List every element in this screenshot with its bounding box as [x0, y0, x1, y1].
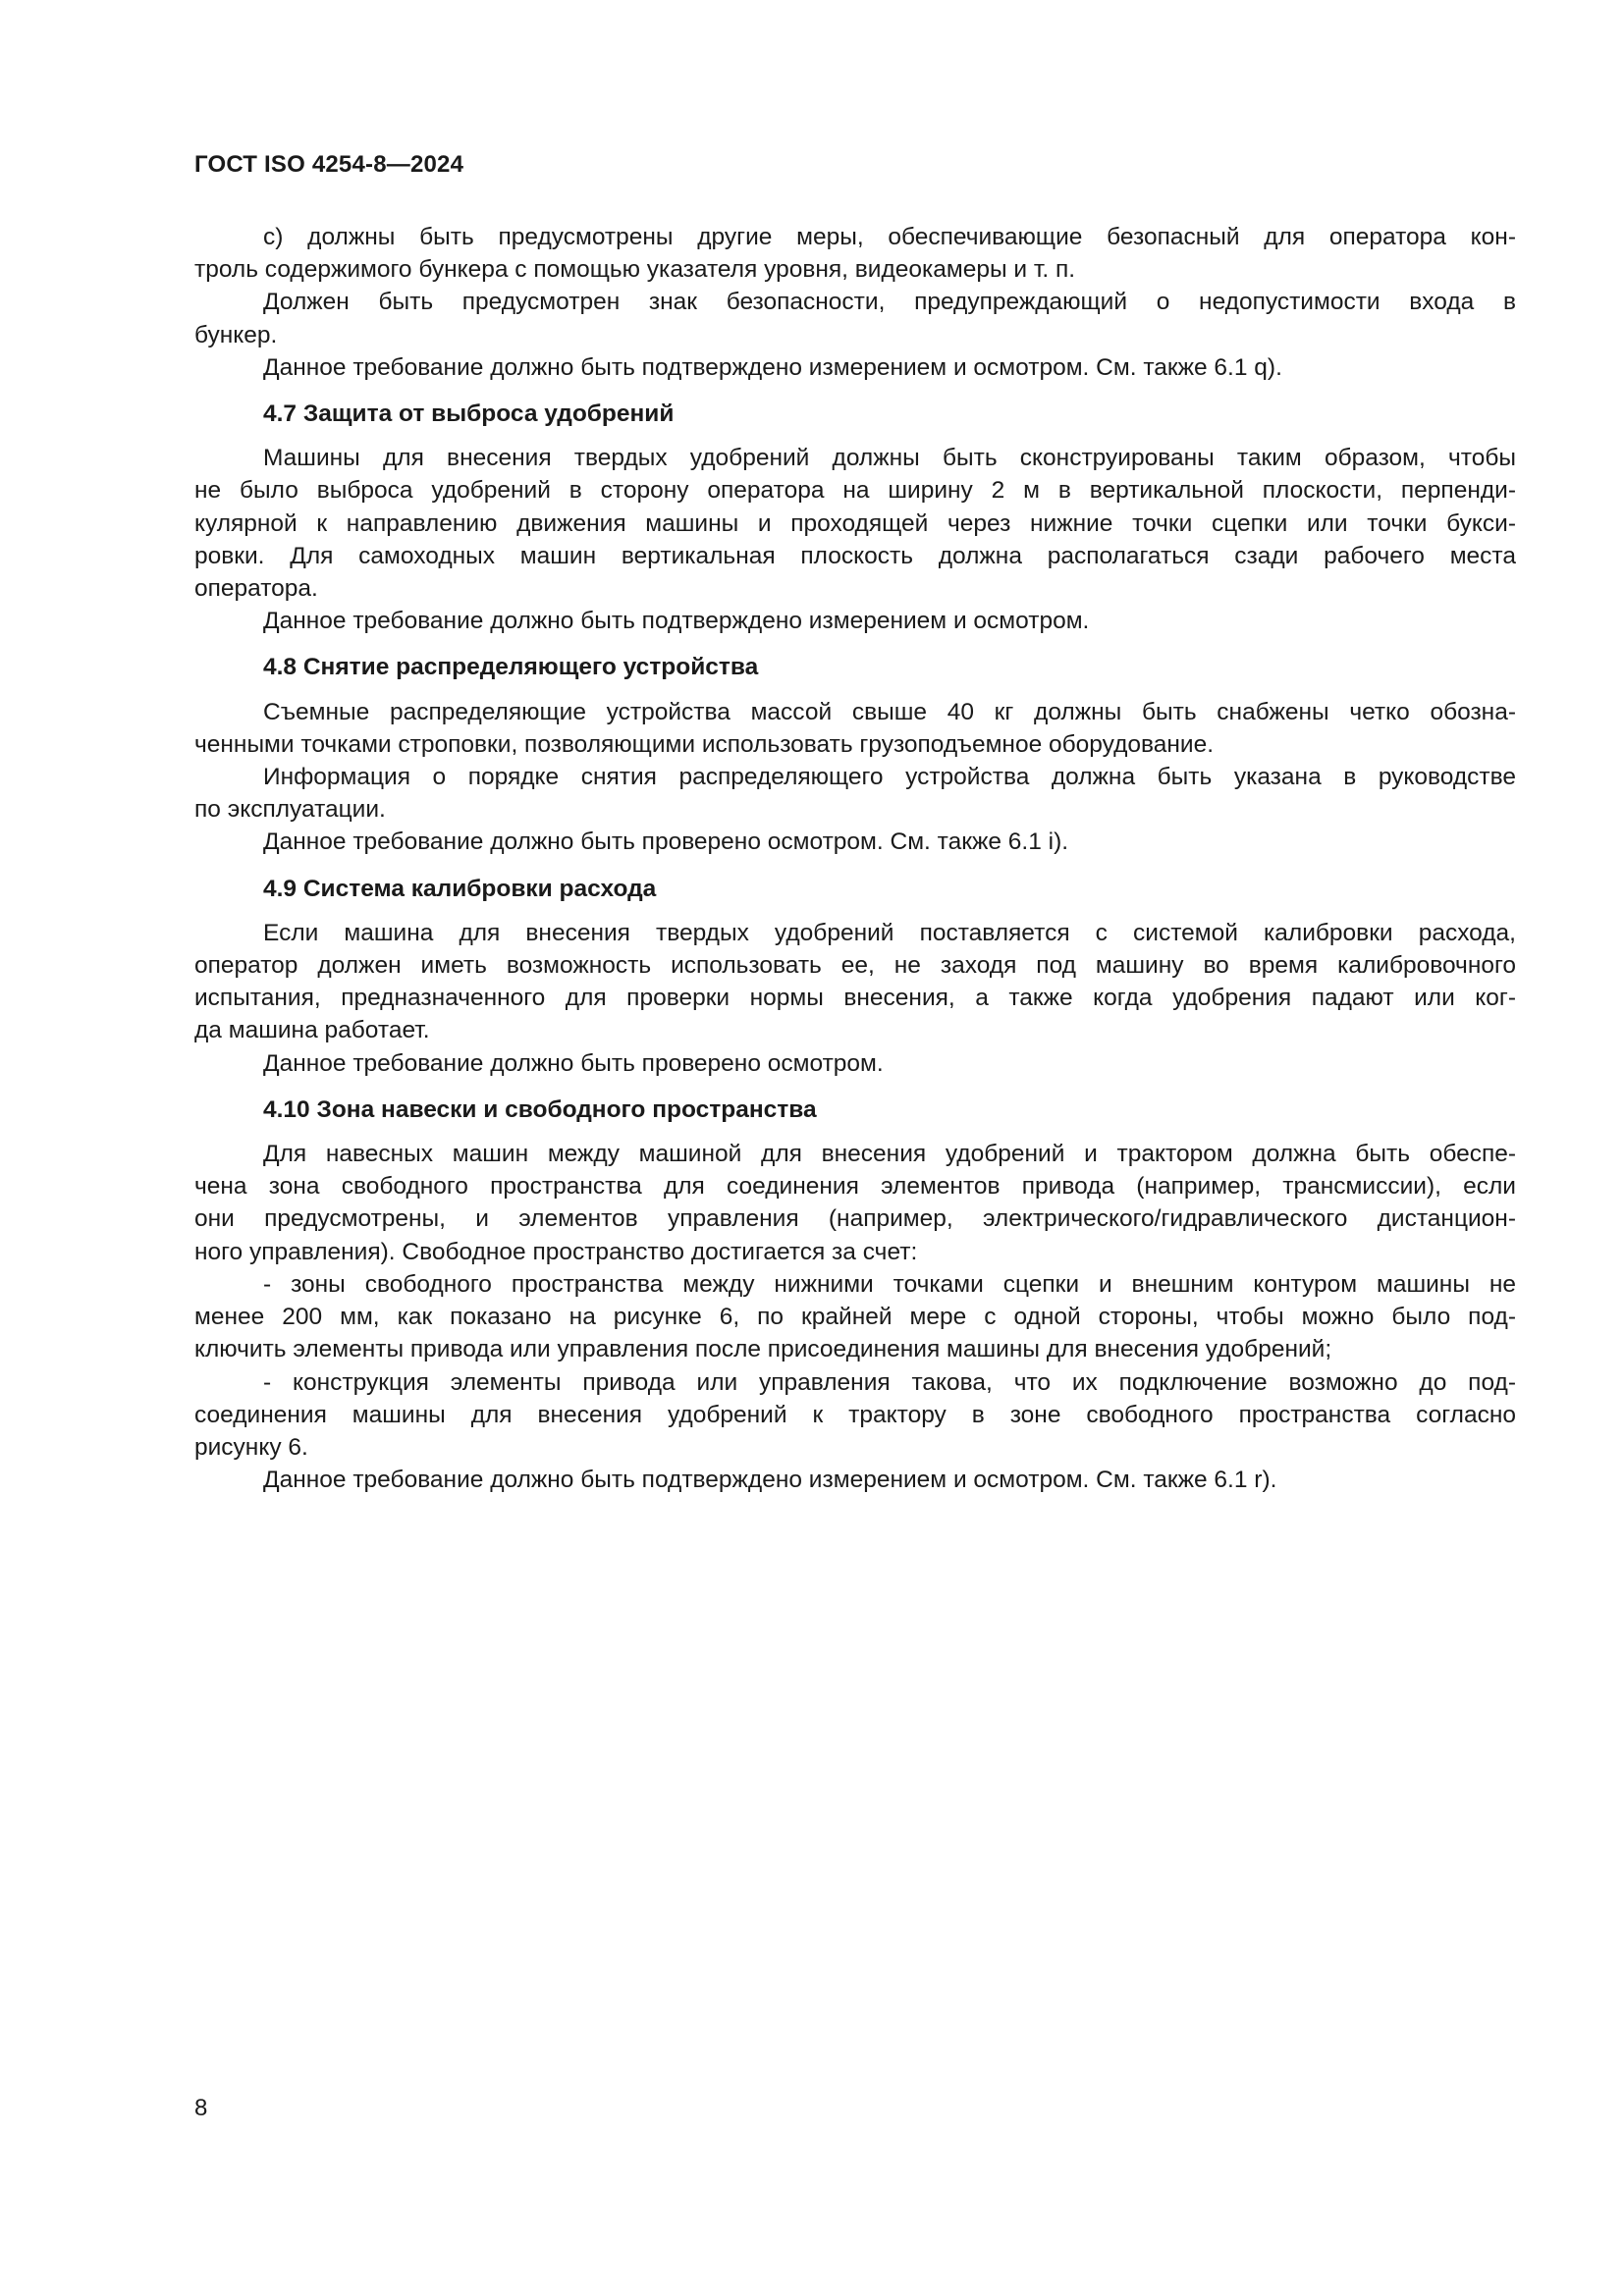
text-line: ного управления). Свободное пространство достигается за счет: — [194, 1238, 918, 1265]
section-heading-4-9: 4.9 Система калибровки расхода — [263, 875, 657, 902]
text-line: троль содержимого бункера с помощью указателя уровня, видеокамеры и т. п. — [194, 256, 1076, 284]
text-line: кулярной к направлению движения машины и проходящей через нижние точки сцепки или точки букси- — [194, 509, 1516, 537]
text-line: Данное требование должно быть подтверждено измерением и осмотром. См. также 6.1 r). — [263, 1467, 1277, 1494]
verification-note — [194, 351, 1516, 384]
verification-note — [194, 1464, 1516, 1496]
section-heading-4-7: 4.7 Защита от выброса удобрений — [263, 400, 675, 428]
text-line: бункер. — [194, 321, 278, 348]
text-line: соединения машины для внесения удобрений к трактору в зоне свободного пространства согласно — [194, 1401, 1516, 1428]
text-line: ровки. Для самоходных машин вертикальная плоскость должна располагаться сзади рабочего места — [194, 542, 1516, 569]
text-line: по эксплуатации. — [194, 796, 386, 824]
text-line: рисунку 6. — [194, 1433, 308, 1461]
text-line: Если машина для внесения твердых удобрений поставляется с системой калибровки расхода, — [263, 919, 1516, 946]
text-line: оператора. — [194, 575, 318, 603]
document-code-header: ГОСТ ISO 4254-8—2024 — [194, 151, 464, 178]
list-item — [194, 1268, 1516, 1366]
text-line: ключить элементы привода или управления после присоединения машины для внесения удобрений; — [194, 1336, 1332, 1363]
text-line: Данное требование должно быть подтверждено измерением и осмотром. См. также 6.1 q). — [263, 353, 1282, 381]
text-line: не было выброса удобрений в сторону оператора на ширину 2 м в вертикальной плоскости, перпенди- — [194, 477, 1516, 505]
text-line: менее 200 мм, как показано на рисунке 6, по крайней мере с одной стороны, чтобы можно было под- — [194, 1304, 1516, 1331]
text-line: Должен быть предусмотрен знак безопасности, предупреждающий о недопустимости входа в — [263, 289, 1516, 316]
document-body — [194, 221, 1516, 1496]
text-line: Данное требование должно быть подтверждено измерением и осмотром. — [263, 608, 1090, 635]
verification-note — [194, 1047, 1516, 1080]
section-heading-4-8: 4.8 Снятие распределяющего устройства — [263, 654, 759, 681]
text-line: Данное требование должно быть проверено осмотром. См. также 6.1 i). — [263, 828, 1069, 856]
text-line: Данное требование должно быть проверено осмотром. — [263, 1049, 884, 1077]
text-line: - зоны свободного пространства между нижними точками сцепки и внешним контуром машины не — [263, 1270, 1516, 1298]
text-line: Информация о порядке снятия распределяющего устройства должна быть указана в руководстве — [263, 764, 1516, 791]
text-line: - конструкция элементы привода или управления такова, что их подключение возможно до под- — [263, 1368, 1516, 1396]
section-4-8-paragraph — [194, 696, 1516, 761]
text-line: с) должны быть предусмотрены другие меры, обеспечивающие безопасный для оператора кон- — [263, 224, 1516, 250]
section-4-7-paragraph — [194, 442, 1516, 605]
text-line: чена зона свободного пространства для соединения элементов привода (например, трансмиссии), если — [194, 1173, 1516, 1201]
text-line: да машина работает. — [194, 1017, 430, 1044]
section-4-10-paragraph — [194, 1138, 1516, 1268]
text-line: Машины для внесения твердых удобрений должны быть сконструированы таким образом, чтобы — [263, 445, 1516, 472]
text-line: Для навесных машин между машиной для внесения удобрений и трактором должна быть обеспе- — [263, 1141, 1516, 1168]
page-number: 8 — [194, 2095, 208, 2121]
text-line: испытания, предназначенного для проверки нормы внесения, а также когда удобрения падают или ког- — [194, 985, 1516, 1012]
text-line: Съемные распределяющие устройства массой свыше 40 кг должны быть снабжены четко обозна- — [263, 698, 1516, 725]
text-line: они предусмотрены, и элементов управления (например, электрического/гидравлического дистанцион- — [194, 1205, 1516, 1233]
section-4-8-paragraph-2 — [194, 761, 1516, 826]
list-item — [194, 1366, 1516, 1465]
section-heading-4-10: 4.10 Зона навески и свободного пространства — [263, 1095, 817, 1123]
text-line: ченными точками строповки, позволяющими использовать грузоподъемное оборудование. — [194, 730, 1215, 758]
text-line: оператор должен иметь возможность использовать ее, не заходя под машину во время калибровочного — [194, 952, 1516, 980]
item-c-paragraph — [194, 221, 1516, 286]
verification-note — [194, 605, 1516, 637]
safety-sign-paragraph — [194, 286, 1516, 350]
verification-note — [194, 826, 1516, 858]
section-4-9-paragraph — [194, 917, 1516, 1047]
